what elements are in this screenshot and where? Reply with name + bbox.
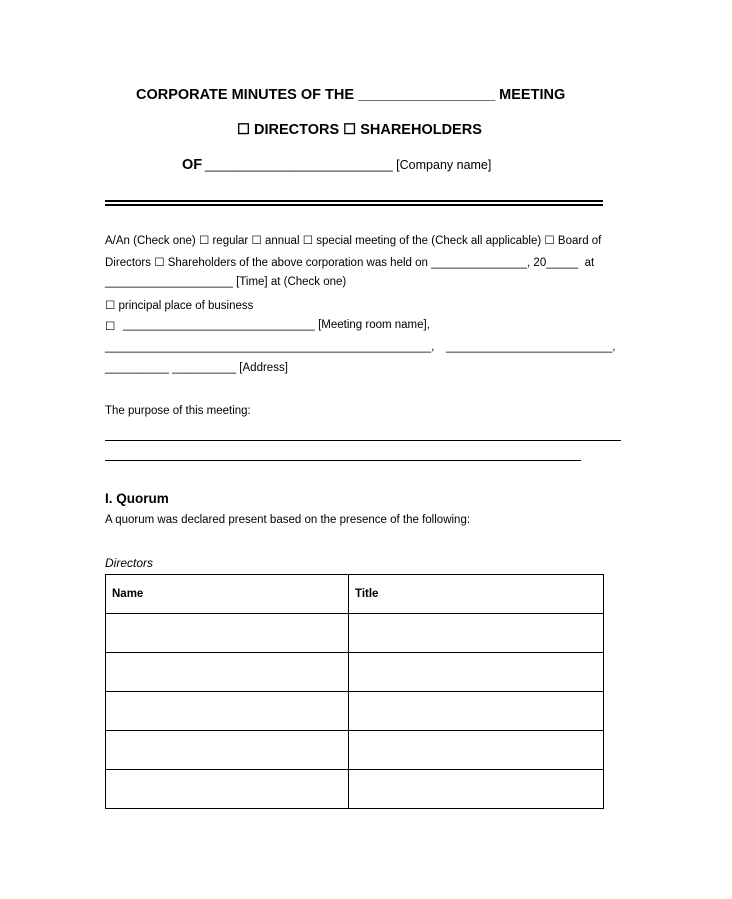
directors-label: Directors	[105, 556, 154, 570]
principal-place-option: ☐ principal place of business	[105, 300, 254, 312]
name-cell[interactable]	[106, 731, 349, 770]
body-line-2: Directors ☐ Shareholders of the above corporation was held on _______________, 20_____ at	[105, 257, 595, 269]
meeting-room-checkbox: ☐	[105, 321, 116, 333]
name-cell[interactable]	[106, 770, 349, 809]
name-cell[interactable]	[106, 614, 349, 653]
company-of-label: OF	[182, 157, 203, 173]
table-row	[106, 731, 604, 770]
name-column-header: Name	[106, 575, 349, 614]
table-row	[106, 653, 604, 692]
title-cell[interactable]	[349, 653, 604, 692]
address-line-c: __________ __________ [Address]	[105, 362, 288, 374]
title-cell[interactable]	[349, 692, 604, 731]
body-line-3: ____________________ [Time] at (Check one)	[105, 276, 347, 288]
address-line-a: ___________________________________________________,	[105, 341, 435, 353]
table-row	[106, 692, 604, 731]
purpose-blank-2	[105, 460, 581, 461]
meeting-room-line: ______________________________ [Meeting room name],	[123, 319, 430, 331]
double-rule-bottom	[105, 204, 603, 206]
table-row	[106, 614, 604, 653]
document-title: CORPORATE MINUTES OF THE _________________ MEETING	[136, 87, 566, 103]
name-cell[interactable]	[106, 692, 349, 731]
meeting-type-options: ☐ DIRECTORS ☐ SHAREHOLDERS	[237, 122, 482, 138]
quorum-text: A quorum was declared present based on the presence of the following:	[105, 514, 471, 526]
company-name-line: ___________________________ [Company name]	[205, 158, 492, 172]
title-cell[interactable]	[349, 770, 604, 809]
double-rule-top	[105, 200, 603, 202]
name-cell[interactable]	[106, 653, 349, 692]
address-line-b: __________________________,	[446, 341, 616, 353]
title-column-header: Title	[349, 575, 604, 614]
body-line-1: A/An (Check one) ☐ regular ☐ annual ☐ special meeting of the (Check all applicable) ☐ Board of	[105, 235, 602, 247]
title-cell[interactable]	[349, 731, 604, 770]
directors-table	[105, 574, 604, 809]
quorum-heading: I. Quorum	[105, 491, 169, 506]
table-row	[106, 770, 604, 809]
purpose-blank-1	[105, 440, 621, 441]
table-header-row	[106, 575, 604, 614]
title-cell[interactable]	[349, 614, 604, 653]
purpose-label: The purpose of this meeting:	[105, 405, 251, 417]
